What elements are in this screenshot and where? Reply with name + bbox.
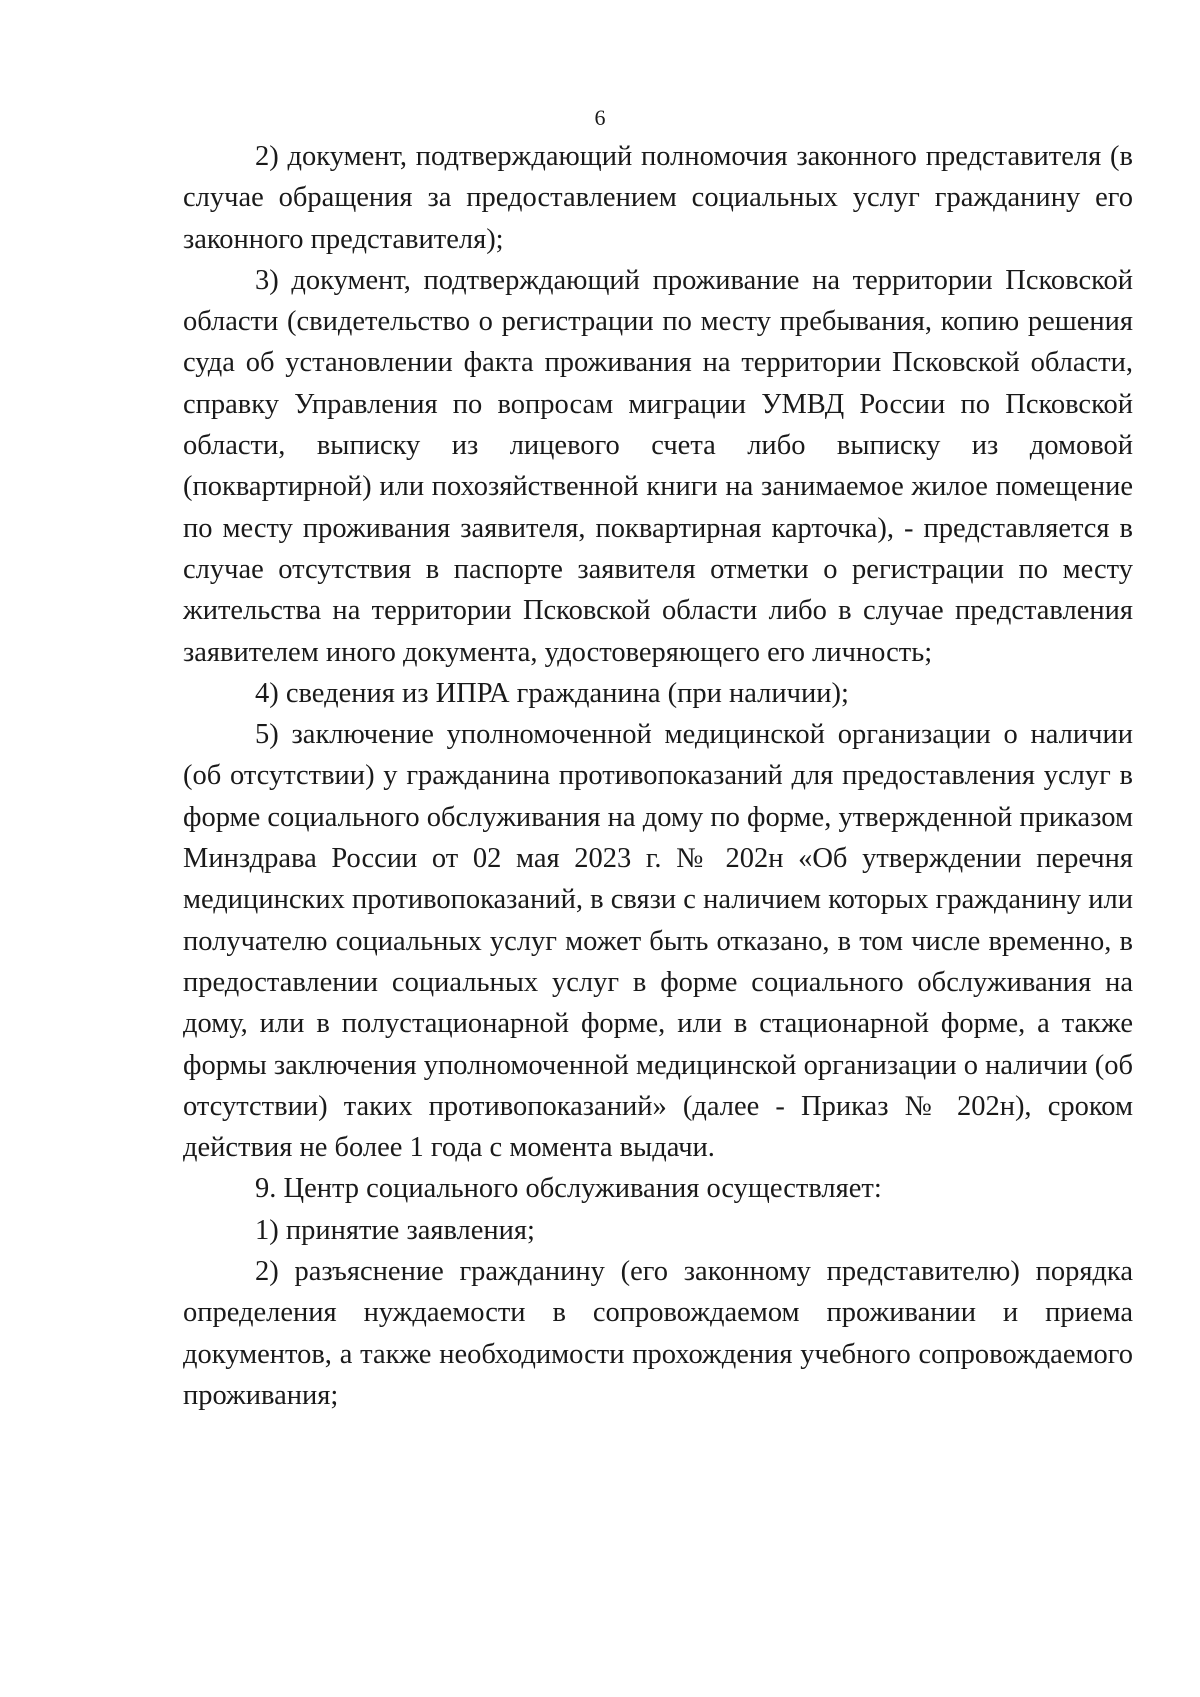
document-body (183, 136, 1133, 1416)
paragraph-section-9-item-1: 1) принятие заявления; (255, 1214, 535, 1246)
page-number: 6 (594, 105, 606, 130)
paragraph-section-9-item-2: 2) разъяснение гражданину (его законному представителю) порядка определения нуждаемости в сопровождаемом проживании и приема документов, а также необходимости прохождения учебного сопровождаемого проживания; (183, 1256, 1133, 1411)
paragraph-item-5-medical-conclusion: 5) заключение уполномоченной медицинской организации о наличии (об отсутствии) у гражданина противопоказаний для предоставления услуг в форме социального обслуживания на дому по форме, утвержденной приказом Минздрава России от 02 мая 2023 г. № 202н «Об утверждении перечня медицинских противопоказаний, в связи с наличием которых гражданину или получателю социальных услуг может быть отказано, в том числе временно, в предоставлении социальных услуг в форме социального обслуживания на дому, или в полустационарной форме, или в стационарной форме, а также формы заключения уполномоченной медицинской организации о наличии (об отсутствии) таких противопоказаний» (далее - Приказ № 202н), сроком действия не более 1 года с момента выдачи. (183, 719, 1133, 1164)
paragraph-item-3-residence: 3) документ, подтверждающий проживание на территории Псковской области (свидетельство о регистрации по месту пребывания, копию решения суда об установлении факта проживания на территории Псковской области, справку Управления по вопросам миграции УМВД России по Псковской области, выписку из лицевого счета либо выписку из домовой (поквартирной) или похозяйственной книги на занимаемое жилое помещение по месту проживания заявителя, поквартирная карточка), - представляется в случае отсутствия в паспорте заявителя отметки о регистрации по месту жительства на территории Псковской области либо в случае представления заявителем иного документа, удостоверяющего его личность; (183, 264, 1133, 668)
paragraph-section-9-heading: 9. Центр социального обслуживания осуществляет: (255, 1173, 882, 1205)
paragraph-item-4-ipra: 4) сведения из ИПРА гражданина (при наличии); (255, 677, 849, 709)
paragraph-item-2-legal-rep: 2) документ, подтверждающий полномочия законного представителя (в случае обращения за предоставлением социальных услуг гражданину его законного представителя); (183, 141, 1133, 255)
